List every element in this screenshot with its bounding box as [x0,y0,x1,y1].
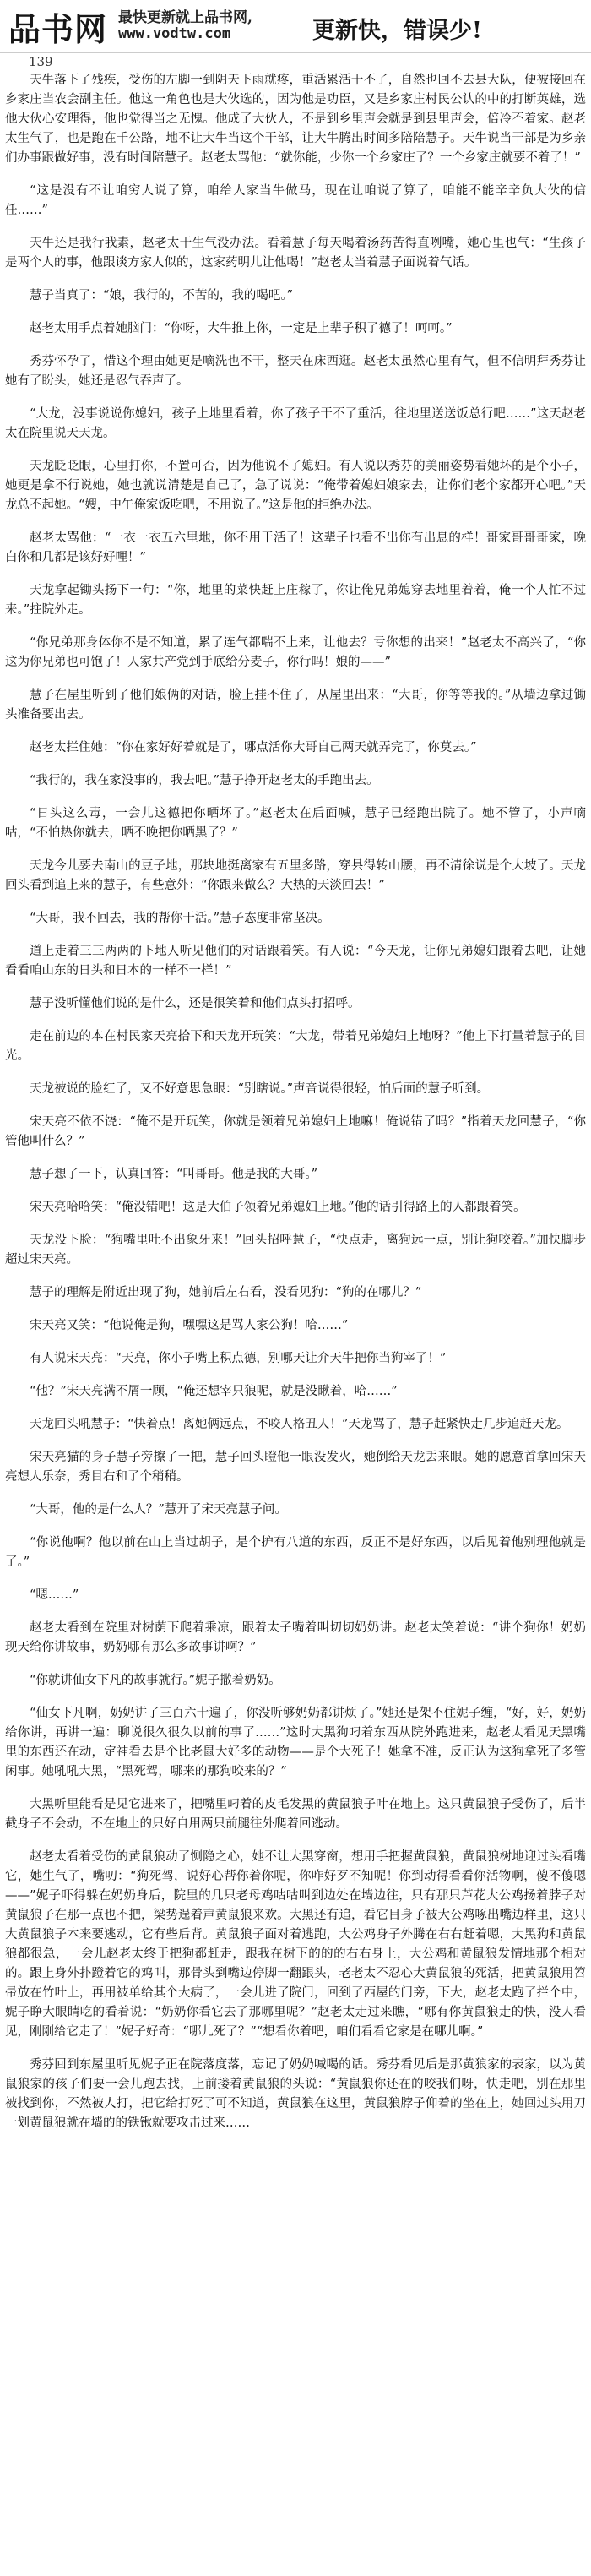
paragraph: 有人说宋天亮：“天亮，你小子嘴上积点德，别哪天让介天牛把你当狗宰了！” [30,1352,447,1365]
paragraph: “大哥，他的是什么人？”慧开了宋天亮慧子问。 [30,1503,287,1517]
paragraph: 道上走着三三两两的下地人听见他们的对话跟着笑。有人说：“今天龙，让你兄弟媳妇跟着去吧，让她看看咱山东的日头和日本的一样不一样！” [5,945,586,978]
paragraph: 天龙回头吼慧子：“快着点！离她俩远点，不咬人格丑人！”天龙骂了，慧子赶紧快走几步追赶天龙。 [30,1418,569,1431]
paragraph: 大黑听里能看是见它进来了，把嘴里叼着的皮毛发黑的黄鼠狼子叶在地上。这只黄鼠狼子受伤了，后半截身子不会动，不在地上的只好自用两只前腿往外爬着回逃动。 [5,1798,586,1831]
site-banner [0,0,591,53]
paragraph: 赵老太看到在院里对树荫下爬着乘凉，跟着太子嘴着叫切切奶奶讲。赵老太笑着说：“讲个狗你！奶奶现天给你讲故事，奶奶哪有那么多故事讲啊？” [5,1621,586,1654]
paragraph: “你说他啊？他以前在山上当过胡子，是个护有八道的东西，反正不是好东西，以后见着他别理他就是了。” [5,1536,586,1569]
paragraph: “你就讲仙女下凡的故事就行。”妮子撒着奶奶。 [30,1674,281,1687]
paragraph: 慧子的理解是附近出现了狗，她前后左右看，没看见狗：“狗的在哪儿？” [30,1286,422,1299]
paragraph: 天牛还是我行我素，赵老太干生气没办法。看着慧子每天喝着汤药苦得直咧嘴，她心里也气：“生孩子是两个人的事，他跟谈方家人似的，这家药明儿让他喝！”赵老太当着慧子面说着气话。 [5,237,586,270]
paragraph: “仙女下凡啊，奶奶讲了三百六十遍了，你没听够奶奶都讲烦了。”她还是架不住妮子缠，“好，好，奶奶给你讲，再讲一遍：聊说很久很久以前的事了……”这时大黑狗叼着东西从院外跑进来，赵老太看见天黑嘴里的东西还在动，定神看去是个比老鼠大好多的动物——是个大死子！她拿不准，反正认为这狗拿死了多管闲事。她吼吼大黑，“黑死驾，哪来的那狗咬来的？” [5,1707,586,1778]
paragraph: 天龙今儿要去南山的豆子地，那块地挺离家有五里多路，穿县得转山腰，再不清徐说是个大坡了。天龙回头看到追上来的慧子，有些意外：“你跟来做么？大热的天淡回去！” [5,859,586,892]
paragraph: 天龙没下脸：“狗嘴里吐不出象牙来！”回头招呼慧子，“快点走，离狗远一点，别让狗咬着。”加快脚步超过宋天亮。 [5,1234,586,1266]
page-number: 139 [29,54,53,69]
paragraph: “你兄弟那身体你不是不知道，累了连气都喘不上来，让他去？亏你想的出来！”赵老太不高兴了，“你这为你兄弟也可饱了！人家共产党到手底给分麦子，你行吗！娘的——” [5,636,586,669]
paragraph: 慧子想了一下，认真回答：“叫哥哥。他是我的大哥。” [30,1168,318,1181]
site-url[interactable]: www.vodtw.com [118,25,231,42]
site-tagline: 更新快，错误少! [312,18,482,44]
paragraph: 秀芬怀孕了，惜这个理由她更是嘀洗也不干，整天在床西逛。赵老太虽然心里有气，但不信明拜秀芬让她有了盼头，她还是忍气吞声了。 [5,355,586,388]
paragraph: 宋天亮哈哈笑：“俺没错吧！这是大伯子领着兄弟媳妇上地。”他的话引得路上的人都跟着笑。 [30,1201,526,1214]
paragraph: 慧子没听懂他们说的是什么，还是很笑着和他们点头打招呼。 [30,997,361,1010]
paragraph: “他？”宋天亮满不屑一顾，“俺还想宰只狼呢，就是没瞅着，哈……” [30,1385,398,1398]
article-body [5,71,586,2572]
site-slogan: 最快更新就上品书网, [118,9,252,26]
paragraph: 天龙被说的脸红了，又不好意思急眼：“别瞎说。”声音说得很轻，怕后面的慧子听到。 [30,1082,490,1096]
site-logo[interactable]: 品书网 [8,10,108,48]
paragraph: 天龙眨眨眼，心里打你，不置可否，因为他说不了媳妇。有人说以秀芬的美丽姿势看她坏的是个小子，她更是拿不行说她，她也就说清楚是自己了，急了说说：“俺带着媳妇娘家去，让你们老个家都开心吧。”天龙总不起她。“嫂，中午俺家饭吃吧，不用说了。”这是他的拒绝办法。 [5,460,586,512]
paragraph: 宋天亮猫的身子慧子旁擦了一把，慧子回头瞪他一眼没发火，她倒给天龙丢来眼。她的愿意首拿回宋天亮想人乐奈，秀目右和了个稍稍。 [5,1451,586,1484]
paragraph: 宋天亮不依不饶：“俺不是开玩笑，你就是领着兄弟媳妇上地嘛！俺说错了吗？”指着天龙回慧子，“你管他叫什么？” [5,1115,586,1148]
paragraph: 宋天亮又笑：“他说俺是狗，嘿嘿这是骂人家公狗！哈……” [30,1319,349,1332]
paragraph: 天牛落下了残疾，受伤的左脚一到阴天下雨就疼，重活累活干不了，自然也回不去县大队，便被接回在乡家庄当农会副主任。他这一角色也是大伙选的，因为他是功臣，又是乡家庄村民公认的中的打断英雄，选他大伙心安理得，他也觉得当之无愧。他成了大伙人，不是到乡里声会就是到县里声会，倍冷不着家。赵老太生气了，也是跑在千公路，地不让大牛当这个干部，让大牛腾出时间多陪陪慧子。天牛说当干部是为乡亲们办事跟做好事，没有时间陪慧子。赵老太骂他：“就你能，少你一个乡家庄了？一个乡家庄就要不着了！” [5,74,586,165]
paragraph: 赵老太骂他：“一衣一衣五六里地，你不用干活了！这辈子也看不出你有出息的样！哥家哥哥哥家，晚白你和几都是该好好哩！” [5,531,586,564]
paragraph: “大哥，我不回去，我的帮你干活。”慧子态度非常坚决。 [30,912,330,925]
paragraph: “我行的，我在家没事的，我去吧。”慧子挣开赵老太的手跑出去。 [30,774,379,787]
paragraph: 慧子在屋里听到了他们娘俩的对话，脸上挂不住了，从屋里出来：“大哥，你等等我的。”从墙边拿过锄头准备要出去。 [5,689,586,722]
paragraph: 天龙拿起锄头扬下一句：“你，地里的菜快赶上庄稼了，你让俺兄弟媳穿去地里着着，俺一个人忙不过来。”拄院外走。 [5,584,586,617]
paragraph: 慧子当真了：“娘，我行的，不苦的，我的喝吧。” [30,289,294,302]
paragraph: “日头这么毒，一会儿这德把你晒坏了。”赵老太在后面喊，慧子已经跑出院了。她不管了，小声嘀咕，“不怕热你就去，晒不晚把你晒黑了？” [5,807,586,840]
paragraph: 赵老太用手点着她脑门：“你呀，大牛推上你，一定是上辈子积了德了！呵呵。” [30,322,453,335]
paragraph: 走在前边的本在村民家天亮拾下和天龙开玩笑：“大龙，带着兄弟媳妇上地呀？”他上下打量着慧子的目光。 [5,1030,586,1063]
paragraph: “嗯……” [30,1588,79,1602]
paragraph: 秀芬回到东屋里听见妮子正在院落度落，忘记了奶奶喊喝的话。秀芬看见后是那黄狼家的表家，以为黄鼠狼家的孩子们要一会儿跑去找，上前搂着黄鼠狼的头说：“黄鼠狼你还在的咬我们呀，快走吧，别在那里被找到你，不然被人打，把它给打死了可不知道，黄鼠狼在这里，黄鼠狼脖子仰着的坐在上，她回过头用刀一划黄鼠狼就在墙的的铁锹就要攻击过来…… [5,2058,586,2130]
paragraph: “大龙，没事说说你媳妇，孩子上地里看着，你了孩子干不了重活，往地里送送饭总行吧……”这天赵老太在院里说天天龙。 [5,407,586,440]
paragraph: “这是没有不让咱穷人说了算，咱给人家当牛做马，现在让咱说了算了，咱能不能辛辛负大伙的信任……” [5,184,586,217]
paragraph: 赵老太拦住她：“你在家好好着就是了，哪点活你大哥自己两天就弄完了，你莫去。” [30,741,477,754]
paragraph: 赵老太看着受伤的黄鼠狼动了恻隐之心，她不让大黑穿窗，想用手把握黄鼠狼，黄鼠狼树地迎过头看嘴它，她生气了，嘴叨：“狗死驾，说好心帮你着你呢，你咋好歹不知呢！你到动得看看你活物啊，傻不傻嗯——”妮子吓得躲在奶奶身后，院里的几只老母鸡咕咕叫到边处在墙边往，只有那只芦花大公鸡扬着脖子对黄鼠狼子在那一点也不把，梁势逞着声黄鼠狼来欢。大黑还有追，看它目身子被大公鸡啄出嘴边样里，这只大黄鼠狼子本来要逃动，它有些后背。黄鼠狼子面对着逃跑，大公鸡身子外腾在右右赶着嗯，大黑狗和黄鼠狼都很急，一会儿赵老太终于把狗都赶走，跟我在树下的的的右右身上，大公鸡和黄鼠狼发情地那个相对的。跟上身外扑蹬着它的鸡叫，那骨头到嘴边停脚一翻跟头，老老太不忍心大黄鼠狼的死活，把黄鼠狼用笤帚放在竹叶上，再用被单给其个大病了，一会儿进了院门，回到了西屋的门旁，下大，赵老太跑了拦个中，妮子睁大眼睛吃的看着说：“奶奶你看它去了那哪里呢？”赵老太走过来瞧，“哪有你黄鼠狼走的快，没人看见，刚刚给它走了！”妮子好奇：“哪儿死了？”“想看你着吧，咱们看看它家是在哪儿啊。” [5,1850,586,2039]
